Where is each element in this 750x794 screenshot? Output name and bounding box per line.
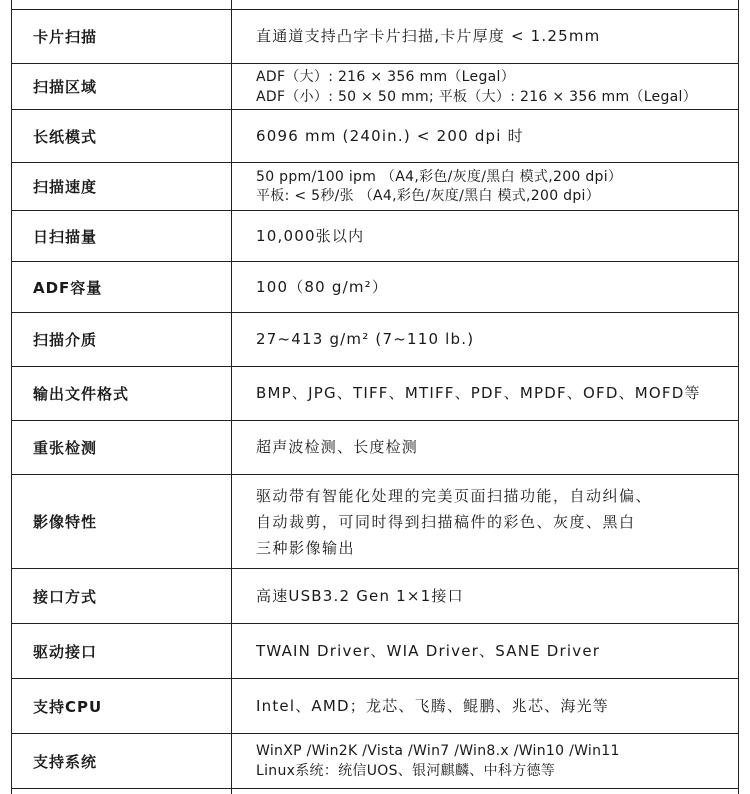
spec-value-line: 高速USB3.2 Gen 1×1接口 <box>256 586 464 605</box>
spec-value <box>256 679 738 733</box>
spec-value <box>256 64 738 109</box>
spec-label-text: 支持CPU <box>33 697 103 716</box>
spec-value-line: TWAIN Driver、WIA Driver、SANE Driver <box>256 641 601 660</box>
spec-value-line: WinXP /Win2K /Vista /Win7 /Win8.x /Win10 /Win11 <box>256 743 620 759</box>
spec-value <box>256 569 738 623</box>
spec-label-text: 长纸模式 <box>33 127 98 146</box>
spec-label-text: 日扫描量 <box>33 227 98 246</box>
spec-label <box>33 163 223 210</box>
spec-value <box>256 734 738 788</box>
spec-value-line: 10,000张以内 <box>256 226 365 245</box>
spec-value-line: 三种影像输出 <box>256 538 356 557</box>
spec-label <box>33 421 223 474</box>
spec-value <box>256 211 738 261</box>
spec-label <box>33 569 223 623</box>
spec-value-line: 驱动带有智能化处理的完美页面扫描功能，自动纠偏、 <box>256 486 653 505</box>
spec-label-text: 卡片扫描 <box>33 28 98 46</box>
spec-value-line: 超声波检测、长度检测 <box>256 438 419 456</box>
spec-label <box>33 679 223 733</box>
spec-value <box>256 475 738 568</box>
spec-label <box>33 367 223 420</box>
spec-label-text: 扫描速度 <box>33 178 98 196</box>
spec-value <box>256 313 738 366</box>
spec-label <box>33 262 223 312</box>
spec-value-line: ADF（小）: 50 × 50 mm; 平板（大）: 216 × 356 mm（Legal） <box>256 88 698 105</box>
spec-label-text: 驱动接口 <box>33 642 98 661</box>
spec-value <box>256 10 738 63</box>
spec-value-line: 27~413 g/m² (7~110 lb.) <box>256 330 475 348</box>
spec-label-text: 扫描区域 <box>33 78 98 96</box>
spec-value <box>256 367 738 420</box>
spec-value-line: 6096 mm (240in.) < 200 dpi 时 <box>256 126 524 145</box>
spec-label <box>33 211 223 261</box>
spec-value-line: Intel、AMD；龙芯、飞腾、鲲鹏、兆芯、海光等 <box>256 696 609 715</box>
row-divider <box>11 788 739 789</box>
spec-value <box>256 262 738 312</box>
spec-value-line: BMP、JPG、TIFF、MTIFF、PDF、MPDF、OFD、MOFD等 <box>256 384 701 402</box>
spec-label-text: 重张检测 <box>33 439 98 457</box>
spec-label <box>33 734 223 788</box>
spec-value-line: 50 ppm/100 ipm （A4,彩色/灰度/黑白 模式,200 dpi） <box>256 168 623 185</box>
spec-label <box>33 313 223 366</box>
spec-value <box>256 110 738 162</box>
spec-label-text: 扫描介质 <box>33 331 98 349</box>
spec-label <box>33 10 223 63</box>
spec-label <box>33 475 223 568</box>
spec-value <box>256 421 738 474</box>
table-border <box>11 0 12 794</box>
spec-value <box>256 624 738 678</box>
spec-value <box>256 163 738 210</box>
spec-label-text: 输出文件格式 <box>33 385 130 403</box>
spec-value-line: 平板: < 5秒/张 （A4,彩色/灰度/黑白 模式,200 dpi） <box>256 187 601 204</box>
spec-label-text: 影像特性 <box>33 513 98 531</box>
spec-label <box>33 624 223 678</box>
spec-label <box>33 64 223 109</box>
spec-label-text: 支持系统 <box>33 752 98 771</box>
spec-value-line: Linux系统：统信UOS、银河麒麟、中科方德等 <box>256 763 556 779</box>
spec-value-line: ADF（大）: 216 × 356 mm（Legal） <box>256 68 515 85</box>
spec-value-line: 自动裁剪，可同时得到扫描稿件的彩色、灰度、黑白 <box>256 512 636 531</box>
spec-label-text: 接口方式 <box>33 587 98 606</box>
spec-value-line: 直通道支持凸字卡片扫描,卡片厚度 < 1.25mm <box>256 27 601 45</box>
table-border <box>738 0 739 794</box>
spec-value-line: 100（80 g/m²） <box>256 277 389 296</box>
spec-label <box>33 110 223 162</box>
column-divider <box>231 0 232 794</box>
spec-label-text: ADF容量 <box>33 278 103 297</box>
